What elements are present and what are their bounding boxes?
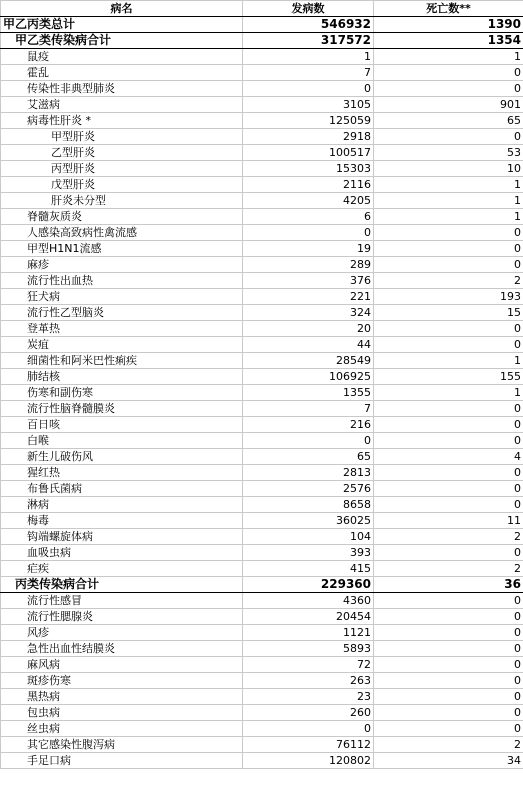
disease-name-cell: 斑疹伤寒: [1, 673, 243, 689]
cases-cell: 4205: [243, 193, 374, 209]
disease-name-cell: 手足口病: [1, 753, 243, 769]
disease-name-cell: 风疹: [1, 625, 243, 641]
disease-name-cell: 流行性感冒: [1, 593, 243, 609]
disease-name-cell: 脊髓灰质炎: [1, 209, 243, 225]
deaths-cell: 0: [374, 225, 523, 241]
table-row: [1, 593, 523, 609]
cases-cell: 28549: [243, 353, 374, 369]
deaths-cell: 193: [374, 289, 523, 305]
deaths-cell: 0: [374, 241, 523, 257]
deaths-cell: 11: [374, 513, 523, 529]
table-row: [1, 481, 523, 497]
table-row: [1, 737, 523, 753]
disease-name-cell: 钩端螺旋体病: [1, 529, 243, 545]
disease-name-cell: 甲乙丙类总计: [1, 17, 243, 33]
deaths-cell: 901: [374, 97, 523, 113]
table-row: [1, 689, 523, 705]
deaths-cell: 0: [374, 705, 523, 721]
header-row: [1, 1, 523, 17]
table-row: [1, 129, 523, 145]
deaths-cell: 0: [374, 641, 523, 657]
disease-name-cell: 甲型H1N1流感: [1, 241, 243, 257]
cases-cell: 20: [243, 321, 374, 337]
disease-name-cell: 丙型肝炎: [1, 161, 243, 177]
disease-name-cell: 丝虫病: [1, 721, 243, 737]
deaths-cell: 0: [374, 545, 523, 561]
table-row: [1, 561, 523, 577]
cases-cell: 221: [243, 289, 374, 305]
table-row: [1, 241, 523, 257]
table-row: [1, 33, 523, 49]
cases-cell: 1355: [243, 385, 374, 401]
disease-name-cell: 黑热病: [1, 689, 243, 705]
disease-name-cell: 白喉: [1, 433, 243, 449]
cases-cell: 2116: [243, 177, 374, 193]
disease-name-cell: 病毒性肝炎 *: [1, 113, 243, 129]
deaths-cell: 2: [374, 529, 523, 545]
cases-cell: 120802: [243, 753, 374, 769]
table-row: [1, 177, 523, 193]
cases-cell: 216: [243, 417, 374, 433]
deaths-cell: 15: [374, 305, 523, 321]
table-row: [1, 353, 523, 369]
table-row: [1, 385, 523, 401]
deaths-cell: 4: [374, 449, 523, 465]
deaths-cell: 1: [374, 353, 523, 369]
deaths-cell: 0: [374, 625, 523, 641]
table-row: [1, 305, 523, 321]
disease-name-cell: 肺结核: [1, 369, 243, 385]
deaths-cell: 53: [374, 145, 523, 161]
disease-name-cell: 包虫病: [1, 705, 243, 721]
table-row: [1, 433, 523, 449]
table-row: [1, 625, 523, 641]
disease-name-cell: 猩红热: [1, 465, 243, 481]
cases-cell: 7: [243, 401, 374, 417]
disease-name-cell: 戊型肝炎: [1, 177, 243, 193]
deaths-cell: 1354: [374, 33, 523, 49]
deaths-cell: 1: [374, 385, 523, 401]
table-row: [1, 417, 523, 433]
disease-name-cell: 疟疾: [1, 561, 243, 577]
deaths-cell: 0: [374, 689, 523, 705]
deaths-cell: 0: [374, 497, 523, 513]
deaths-cell: 65: [374, 113, 523, 129]
table-row: [1, 193, 523, 209]
cases-cell: 15303: [243, 161, 374, 177]
cases-cell: 2576: [243, 481, 374, 497]
deaths-cell: 0: [374, 673, 523, 689]
deaths-cell: 36: [374, 577, 523, 593]
disease-name-cell: 甲型肝炎: [1, 129, 243, 145]
cases-cell: 2813: [243, 465, 374, 481]
table-row: [1, 289, 523, 305]
cases-cell: 104: [243, 529, 374, 545]
cases-cell: 0: [243, 81, 374, 97]
disease-name-cell: 流行性乙型脑炎: [1, 305, 243, 321]
table-row: [1, 81, 523, 97]
table-row: [1, 673, 523, 689]
disease-name-cell: 肝炎未分型: [1, 193, 243, 209]
table-row: [1, 545, 523, 561]
disease-name-cell: 急性出血性结膜炎: [1, 641, 243, 657]
cases-cell: 7: [243, 65, 374, 81]
table-row: [1, 49, 523, 65]
cases-cell: 0: [243, 433, 374, 449]
cases-cell: 1121: [243, 625, 374, 641]
deaths-cell: 0: [374, 337, 523, 353]
cases-cell: 289: [243, 257, 374, 273]
deaths-cell: 0: [374, 657, 523, 673]
disease-name-cell: 淋病: [1, 497, 243, 513]
disease-name-cell: 狂犬病: [1, 289, 243, 305]
table-row: [1, 657, 523, 673]
table-row: [1, 161, 523, 177]
deaths-cell: 1: [374, 209, 523, 225]
disease-name-cell: 麻风病: [1, 657, 243, 673]
table-body: [1, 17, 523, 769]
deaths-cell: 1390: [374, 17, 523, 33]
table-row: [1, 641, 523, 657]
disease-name-cell: 细菌性和阿米巴性痢疾: [1, 353, 243, 369]
cases-cell: 324: [243, 305, 374, 321]
disease-name-cell: 百日咳: [1, 417, 243, 433]
table-row: [1, 369, 523, 385]
cases-cell: 229360: [243, 577, 374, 593]
deaths-cell: 0: [374, 609, 523, 625]
deaths-cell: 0: [374, 257, 523, 273]
disease-name-cell: 梅毒: [1, 513, 243, 529]
disease-name-cell: 人感染高致病性禽流感: [1, 225, 243, 241]
deaths-cell: 1: [374, 177, 523, 193]
header-name: 病名: [1, 1, 243, 17]
disease-name-cell: 登革热: [1, 321, 243, 337]
cases-cell: 4360: [243, 593, 374, 609]
deaths-cell: 0: [374, 721, 523, 737]
table-row: [1, 465, 523, 481]
cases-cell: 260: [243, 705, 374, 721]
cases-cell: 23: [243, 689, 374, 705]
disease-name-cell: 流行性腮腺炎: [1, 609, 243, 625]
deaths-cell: 0: [374, 465, 523, 481]
cases-cell: 8658: [243, 497, 374, 513]
cases-cell: 125059: [243, 113, 374, 129]
deaths-cell: 1: [374, 49, 523, 65]
disease-name-cell: 布鲁氏菌病: [1, 481, 243, 497]
disease-name-cell: 麻疹: [1, 257, 243, 273]
table-row: [1, 449, 523, 465]
cases-cell: 263: [243, 673, 374, 689]
cases-cell: 106925: [243, 369, 374, 385]
table-row: [1, 401, 523, 417]
deaths-cell: 2: [374, 561, 523, 577]
table-row: [1, 257, 523, 273]
cases-cell: 19: [243, 241, 374, 257]
disease-name-cell: 其它感染性腹泻病: [1, 737, 243, 753]
cases-cell: 3105: [243, 97, 374, 113]
table-row: [1, 97, 523, 113]
deaths-cell: 34: [374, 753, 523, 769]
table-row: [1, 209, 523, 225]
deaths-cell: 0: [374, 81, 523, 97]
cases-cell: 6: [243, 209, 374, 225]
table-row: [1, 225, 523, 241]
header-cases: 发病数: [243, 1, 374, 17]
cases-cell: 44: [243, 337, 374, 353]
cases-cell: 376: [243, 273, 374, 289]
disease-name-cell: 血吸虫病: [1, 545, 243, 561]
deaths-cell: 155: [374, 369, 523, 385]
table-row: [1, 497, 523, 513]
table-row: [1, 337, 523, 353]
cases-cell: 100517: [243, 145, 374, 161]
deaths-cell: 2: [374, 273, 523, 289]
cases-cell: 393: [243, 545, 374, 561]
table-row: [1, 145, 523, 161]
table-row: [1, 113, 523, 129]
disease-name-cell: 艾滋病: [1, 97, 243, 113]
disease-name-cell: 新生儿破伤风: [1, 449, 243, 465]
deaths-cell: 0: [374, 593, 523, 609]
cases-cell: 0: [243, 225, 374, 241]
table-row: [1, 529, 523, 545]
cases-cell: 76112: [243, 737, 374, 753]
table-row: [1, 721, 523, 737]
deaths-cell: 0: [374, 129, 523, 145]
cases-cell: 72: [243, 657, 374, 673]
deaths-cell: 0: [374, 65, 523, 81]
cases-cell: 546932: [243, 17, 374, 33]
cases-cell: 0: [243, 721, 374, 737]
deaths-cell: 0: [374, 321, 523, 337]
disease-name-cell: 甲乙类传染病合计: [1, 33, 243, 49]
deaths-cell: 0: [374, 481, 523, 497]
deaths-cell: 0: [374, 417, 523, 433]
disease-name-cell: 流行性脑脊髓膜炎: [1, 401, 243, 417]
cases-cell: 317572: [243, 33, 374, 49]
disease-name-cell: 流行性出血热: [1, 273, 243, 289]
deaths-cell: 0: [374, 433, 523, 449]
table-row: [1, 65, 523, 81]
table-row: [1, 17, 523, 33]
cases-cell: 65: [243, 449, 374, 465]
table-row: [1, 609, 523, 625]
cases-cell: 2918: [243, 129, 374, 145]
table-row: [1, 321, 523, 337]
table-row: [1, 273, 523, 289]
table-row: [1, 705, 523, 721]
table-row: [1, 513, 523, 529]
disease-name-cell: 伤寒和副伤寒: [1, 385, 243, 401]
deaths-cell: 2: [374, 737, 523, 753]
table-row: [1, 753, 523, 769]
disease-name-cell: 传染性非典型肺炎: [1, 81, 243, 97]
cases-cell: 1: [243, 49, 374, 65]
cases-cell: 36025: [243, 513, 374, 529]
disease-name-cell: 鼠疫: [1, 49, 243, 65]
disease-name-cell: 霍乱: [1, 65, 243, 81]
cases-cell: 5893: [243, 641, 374, 657]
deaths-cell: 0: [374, 401, 523, 417]
disease-name-cell: 炭疽: [1, 337, 243, 353]
deaths-cell: 10: [374, 161, 523, 177]
deaths-cell: 1: [374, 193, 523, 209]
disease-name-cell: 丙类传染病合计: [1, 577, 243, 593]
table-row: [1, 577, 523, 593]
cases-cell: 20454: [243, 609, 374, 625]
disease-name-cell: 乙型肝炎: [1, 145, 243, 161]
header-deaths: 死亡数**: [374, 1, 523, 17]
cases-cell: 415: [243, 561, 374, 577]
